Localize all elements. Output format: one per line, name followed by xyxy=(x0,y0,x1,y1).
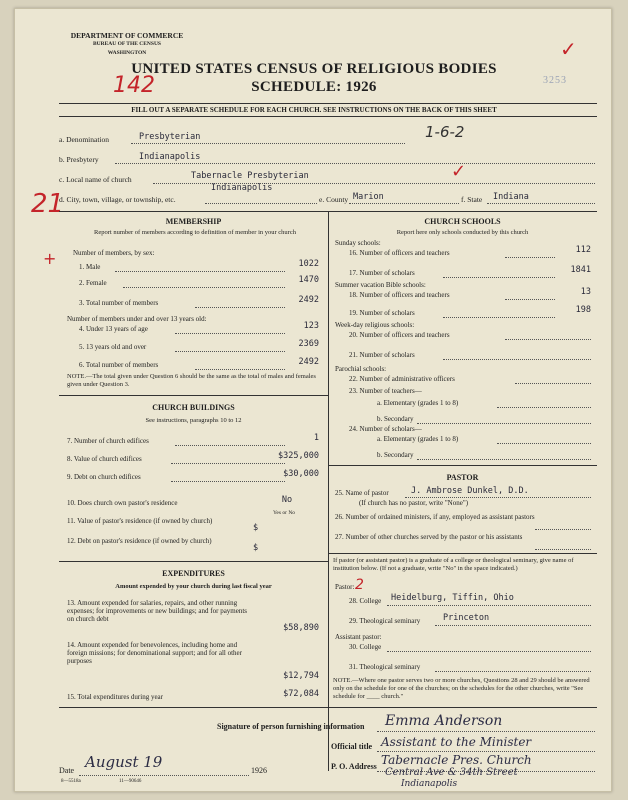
row-edifices-label: 7. Number of church edifices xyxy=(67,437,149,445)
schools-note: Report here only schools conducted by this church xyxy=(396,229,529,236)
membership-title: MEMBERSHIP xyxy=(165,217,222,226)
dots xyxy=(377,731,595,732)
row-25-note: (If church has no pastor, write "None") xyxy=(359,499,469,507)
row-30-label: 30. College xyxy=(349,643,382,651)
row-17-value: 1841 xyxy=(570,265,591,275)
form-title: UNITED STATES CENSUS OF RELIGIOUS BODIES xyxy=(131,61,497,77)
row-28-label: 28. College xyxy=(349,597,382,605)
pastor-sub-label: Pastor: xyxy=(335,583,355,591)
city-value: Indianapolis xyxy=(211,183,273,193)
assistant-label: Assistant pastor: xyxy=(335,633,382,641)
row-under13-value: 123 xyxy=(303,321,319,331)
row-21-label: 21. Number of scholars xyxy=(349,351,415,359)
row-17-label: 17. Number of scholars xyxy=(349,269,415,277)
city-label: d. City, town, village, or township, etc. xyxy=(59,195,176,204)
row-29-value: Princeton xyxy=(443,613,490,623)
date-value: August 19 xyxy=(85,753,163,771)
dots xyxy=(123,287,285,288)
signature-value: Emma Anderson xyxy=(385,713,503,729)
hline xyxy=(59,395,328,396)
dots xyxy=(435,671,591,672)
date-label: Date xyxy=(59,766,75,775)
dots xyxy=(349,203,459,204)
state-value: Indiana xyxy=(493,192,529,202)
row-total-value: 2492 xyxy=(298,295,319,305)
row-25-value: J. Ambrose Dunkel, D.D. xyxy=(411,486,529,496)
dots xyxy=(505,299,555,300)
row-19-label: 19. Number of scholars xyxy=(349,309,415,317)
dots xyxy=(115,271,285,272)
row-28-value: Heidelburg, Tiffin, Ohio xyxy=(391,593,514,603)
row-20-label: 20. Number of officers and teachers xyxy=(349,331,450,339)
row-23a-label: a. Elementary (grades 1 to 8) xyxy=(377,399,459,407)
weekday-label: Week-day religious schools: xyxy=(335,321,415,329)
hline xyxy=(328,465,597,466)
dots xyxy=(195,307,285,308)
church-name-value: Tabernacle Presbyterian xyxy=(191,171,309,181)
row-18-value: 13 xyxy=(580,287,591,297)
sunday-label: Sunday schools: xyxy=(335,239,381,247)
presbytery-label: b. Presbytery xyxy=(59,155,99,164)
row-total2-value: 2492 xyxy=(298,357,319,367)
county-label: e. County xyxy=(319,195,349,204)
row-edifices-value: 1 xyxy=(313,433,319,443)
rule xyxy=(59,116,597,117)
pastor-title: PASTOR xyxy=(446,473,479,482)
pastor-footnote: NOTE.—Where one pastor serves two or more churches, Questions 28 and 29 should be answered only on the schedule for one of the churches; on the schedules for the other churches, write "See schedule for ____ church." xyxy=(333,677,590,700)
dots xyxy=(497,407,591,408)
signature-label: Signature of person furnishing information xyxy=(217,722,365,731)
dots xyxy=(171,481,285,482)
row-16-value: 112 xyxy=(575,245,591,255)
row-residence-value-label: 11. Value of pastor's residence (if owned by church) xyxy=(67,517,213,525)
check-mark-icon: ✓ xyxy=(560,37,577,61)
graduate-note: If pastor (or assistant pastor) is a graduate of a college or theological seminary, give name of institution below. (If not a graduate, write "No" in the space indicated.) xyxy=(333,557,574,572)
row-19-value: 198 xyxy=(575,305,591,315)
row-13-label: 13. Amount expended for salaries, repairs, and other running expenses; for improvements or new buildings; and for payments on church debt xyxy=(67,599,248,623)
dots xyxy=(505,339,591,340)
address-line3: Indianapolis xyxy=(401,779,458,789)
dots xyxy=(443,277,555,278)
dots xyxy=(505,257,555,258)
row-female-value: 1470 xyxy=(298,275,319,285)
row-23b-label: b. Secondary xyxy=(377,415,414,423)
census-schedule-page xyxy=(14,8,612,792)
row-male-value: 1022 xyxy=(298,259,319,269)
age-label: Number of members under and over 13 years old: xyxy=(67,315,207,323)
row-14-value: $12,794 xyxy=(283,671,319,681)
row-residence-debt-label: 12. Debt on pastor's residence (if owned by church) xyxy=(67,537,212,545)
row-22-label: 22. Number of administrative officers xyxy=(349,375,455,383)
instruction-line: FILL OUT A SEPARATE SCHEDULE FOR EACH CHURCH. SEE INSTRUCTIONS ON THE BACK OF THIS SHEET xyxy=(131,106,497,114)
address-line1: Tabernacle Pres. Church xyxy=(381,753,532,767)
row-16-label: 16. Number of officers and teachers xyxy=(349,249,450,257)
hline xyxy=(328,553,597,554)
presbytery-value: Indianapolis xyxy=(139,152,201,162)
buildings-title: CHURCH BUILDINGS xyxy=(152,403,235,412)
dots xyxy=(443,359,591,360)
plus-mark-icon: + xyxy=(43,249,57,268)
row-under13-label: 4. Under 13 years of age xyxy=(79,325,148,333)
yes-no-hint: Yes or No xyxy=(273,510,296,516)
row-residence-label: 10. Does church own pastor's residence xyxy=(67,499,178,507)
dots xyxy=(535,529,591,530)
dots xyxy=(79,775,249,776)
row-residence-value: No xyxy=(281,495,293,505)
vline xyxy=(328,211,329,771)
denomination-label: a. Denomination xyxy=(59,135,109,144)
pastor-count-mark: 2 xyxy=(355,577,364,593)
rule xyxy=(59,103,597,104)
dots xyxy=(443,317,555,318)
row-male-label: 1. Male xyxy=(79,263,101,271)
row-14-label: 14. Amount expended for benevolences, including home and foreign missions; for denominational support; and for all other purposes xyxy=(67,641,242,665)
denomination-value: Presbyterian xyxy=(139,132,201,142)
dots xyxy=(387,605,591,606)
official-title-label: Official title xyxy=(331,742,373,751)
dots xyxy=(387,651,591,652)
row-total-label: 3. Total number of members xyxy=(79,299,159,307)
row-23-label: 23. Number of teachers— xyxy=(349,387,422,395)
vacation-label: Summer vacation Bible schools: xyxy=(335,281,426,289)
dots xyxy=(175,351,285,352)
row-over13-value: 2369 xyxy=(298,339,319,349)
row-13-value: $58,890 xyxy=(283,623,319,633)
year-digit: 6 xyxy=(263,766,267,775)
parochial-label: Parochial schools: xyxy=(335,365,387,373)
department-name: DEPARTMENT OF COMMERCE xyxy=(70,31,184,40)
buildings-note: See instructions, paragraphs 10 to 12 xyxy=(145,417,242,424)
dots xyxy=(131,143,405,144)
membership-footnote: NOTE.—The total given under Question 6 should be the same as the total of males and females given under Question 3. xyxy=(67,373,316,388)
dots xyxy=(175,445,285,446)
row-15-value: $72,084 xyxy=(283,689,319,699)
dots xyxy=(487,203,595,204)
row-24-label: 24. Number of scholars— xyxy=(349,425,422,433)
dots xyxy=(175,333,285,334)
row-residence-value-value: $ xyxy=(253,523,259,533)
department-header xyxy=(67,31,187,58)
row-27-label: 27. Number of other churches served by the pastor or his assistants xyxy=(335,533,523,541)
dots xyxy=(435,625,591,626)
hline xyxy=(59,561,328,562)
row-edifice-value-label: 8. Value of church edifices xyxy=(67,455,142,463)
church-name-label: c. Local name of church xyxy=(59,175,132,184)
dots xyxy=(417,459,591,460)
membership-note: Report number of members according to definition of member in your church xyxy=(94,229,296,236)
schools-title: CHURCH SCHOOLS xyxy=(424,217,501,226)
address-line2: Central Ave & 34th Street xyxy=(385,767,518,778)
check-mark-icon: ✓ xyxy=(451,161,467,182)
state-label: f. State xyxy=(461,195,483,204)
dots xyxy=(535,549,591,550)
dots xyxy=(497,443,591,444)
hand-mark: 21 xyxy=(31,189,65,219)
row-female-label: 2. Female xyxy=(79,279,107,287)
form-subtitle: SCHEDULE: 1926 xyxy=(251,79,377,95)
dots xyxy=(377,751,595,752)
dots xyxy=(515,383,591,384)
hand-number: 142 xyxy=(113,73,155,98)
county-value: Marion xyxy=(353,192,384,202)
dots xyxy=(417,423,591,424)
row-over13-label: 5. 13 years old and over xyxy=(79,343,147,351)
row-26-label: 26. Number of ordained ministers, if any, employed as assistant pastors xyxy=(335,513,535,521)
hline xyxy=(59,707,597,708)
row-residence-debt-value: $ xyxy=(253,543,259,553)
dots xyxy=(205,203,317,204)
row-15-label: 15. Total expenditures during year xyxy=(67,693,163,701)
address-label: P. O. Address xyxy=(331,762,377,771)
row-debt-label: 9. Debt on church edifices xyxy=(67,473,141,481)
by-sex-label: Number of members, by sex: xyxy=(73,249,155,257)
row-edifice-value-value: $325,000 xyxy=(278,451,319,461)
serial-stamp: 3253 xyxy=(543,75,567,86)
row-25-label: 25. Name of pastor xyxy=(335,489,389,497)
dots xyxy=(115,163,595,164)
form-code: 8—5518a xyxy=(61,779,81,784)
hand-code: 1-6-2 xyxy=(425,123,465,141)
expenditures-note: Amount expended by your church during last fiscal year xyxy=(115,583,272,590)
dots xyxy=(405,497,591,498)
bureau-name: BUREAU OF THE CENSUS xyxy=(92,41,161,47)
row-debt-value: $30,000 xyxy=(283,469,319,479)
official-title-value: Assistant to the Minister xyxy=(381,735,532,749)
dots xyxy=(195,369,285,370)
row-24b-label: b. Secondary xyxy=(377,451,414,459)
row-18-label: 18. Number of officers and teachers xyxy=(349,291,450,299)
row-29-label: 29. Theological seminary xyxy=(349,617,421,625)
row-31-label: 31. Theological seminary xyxy=(349,663,421,671)
expenditures-title: EXPENDITURES xyxy=(162,569,225,578)
dots xyxy=(171,463,285,464)
row-24a-label: a. Elementary (grades 1 to 8) xyxy=(377,435,459,443)
year-prefix: 192 xyxy=(251,766,263,775)
city-name: WASHINGTON xyxy=(107,50,147,56)
print-code: 11—90646 xyxy=(119,779,142,784)
row-total2-label: 6. Total number of members xyxy=(79,361,159,369)
year-label xyxy=(251,767,267,775)
